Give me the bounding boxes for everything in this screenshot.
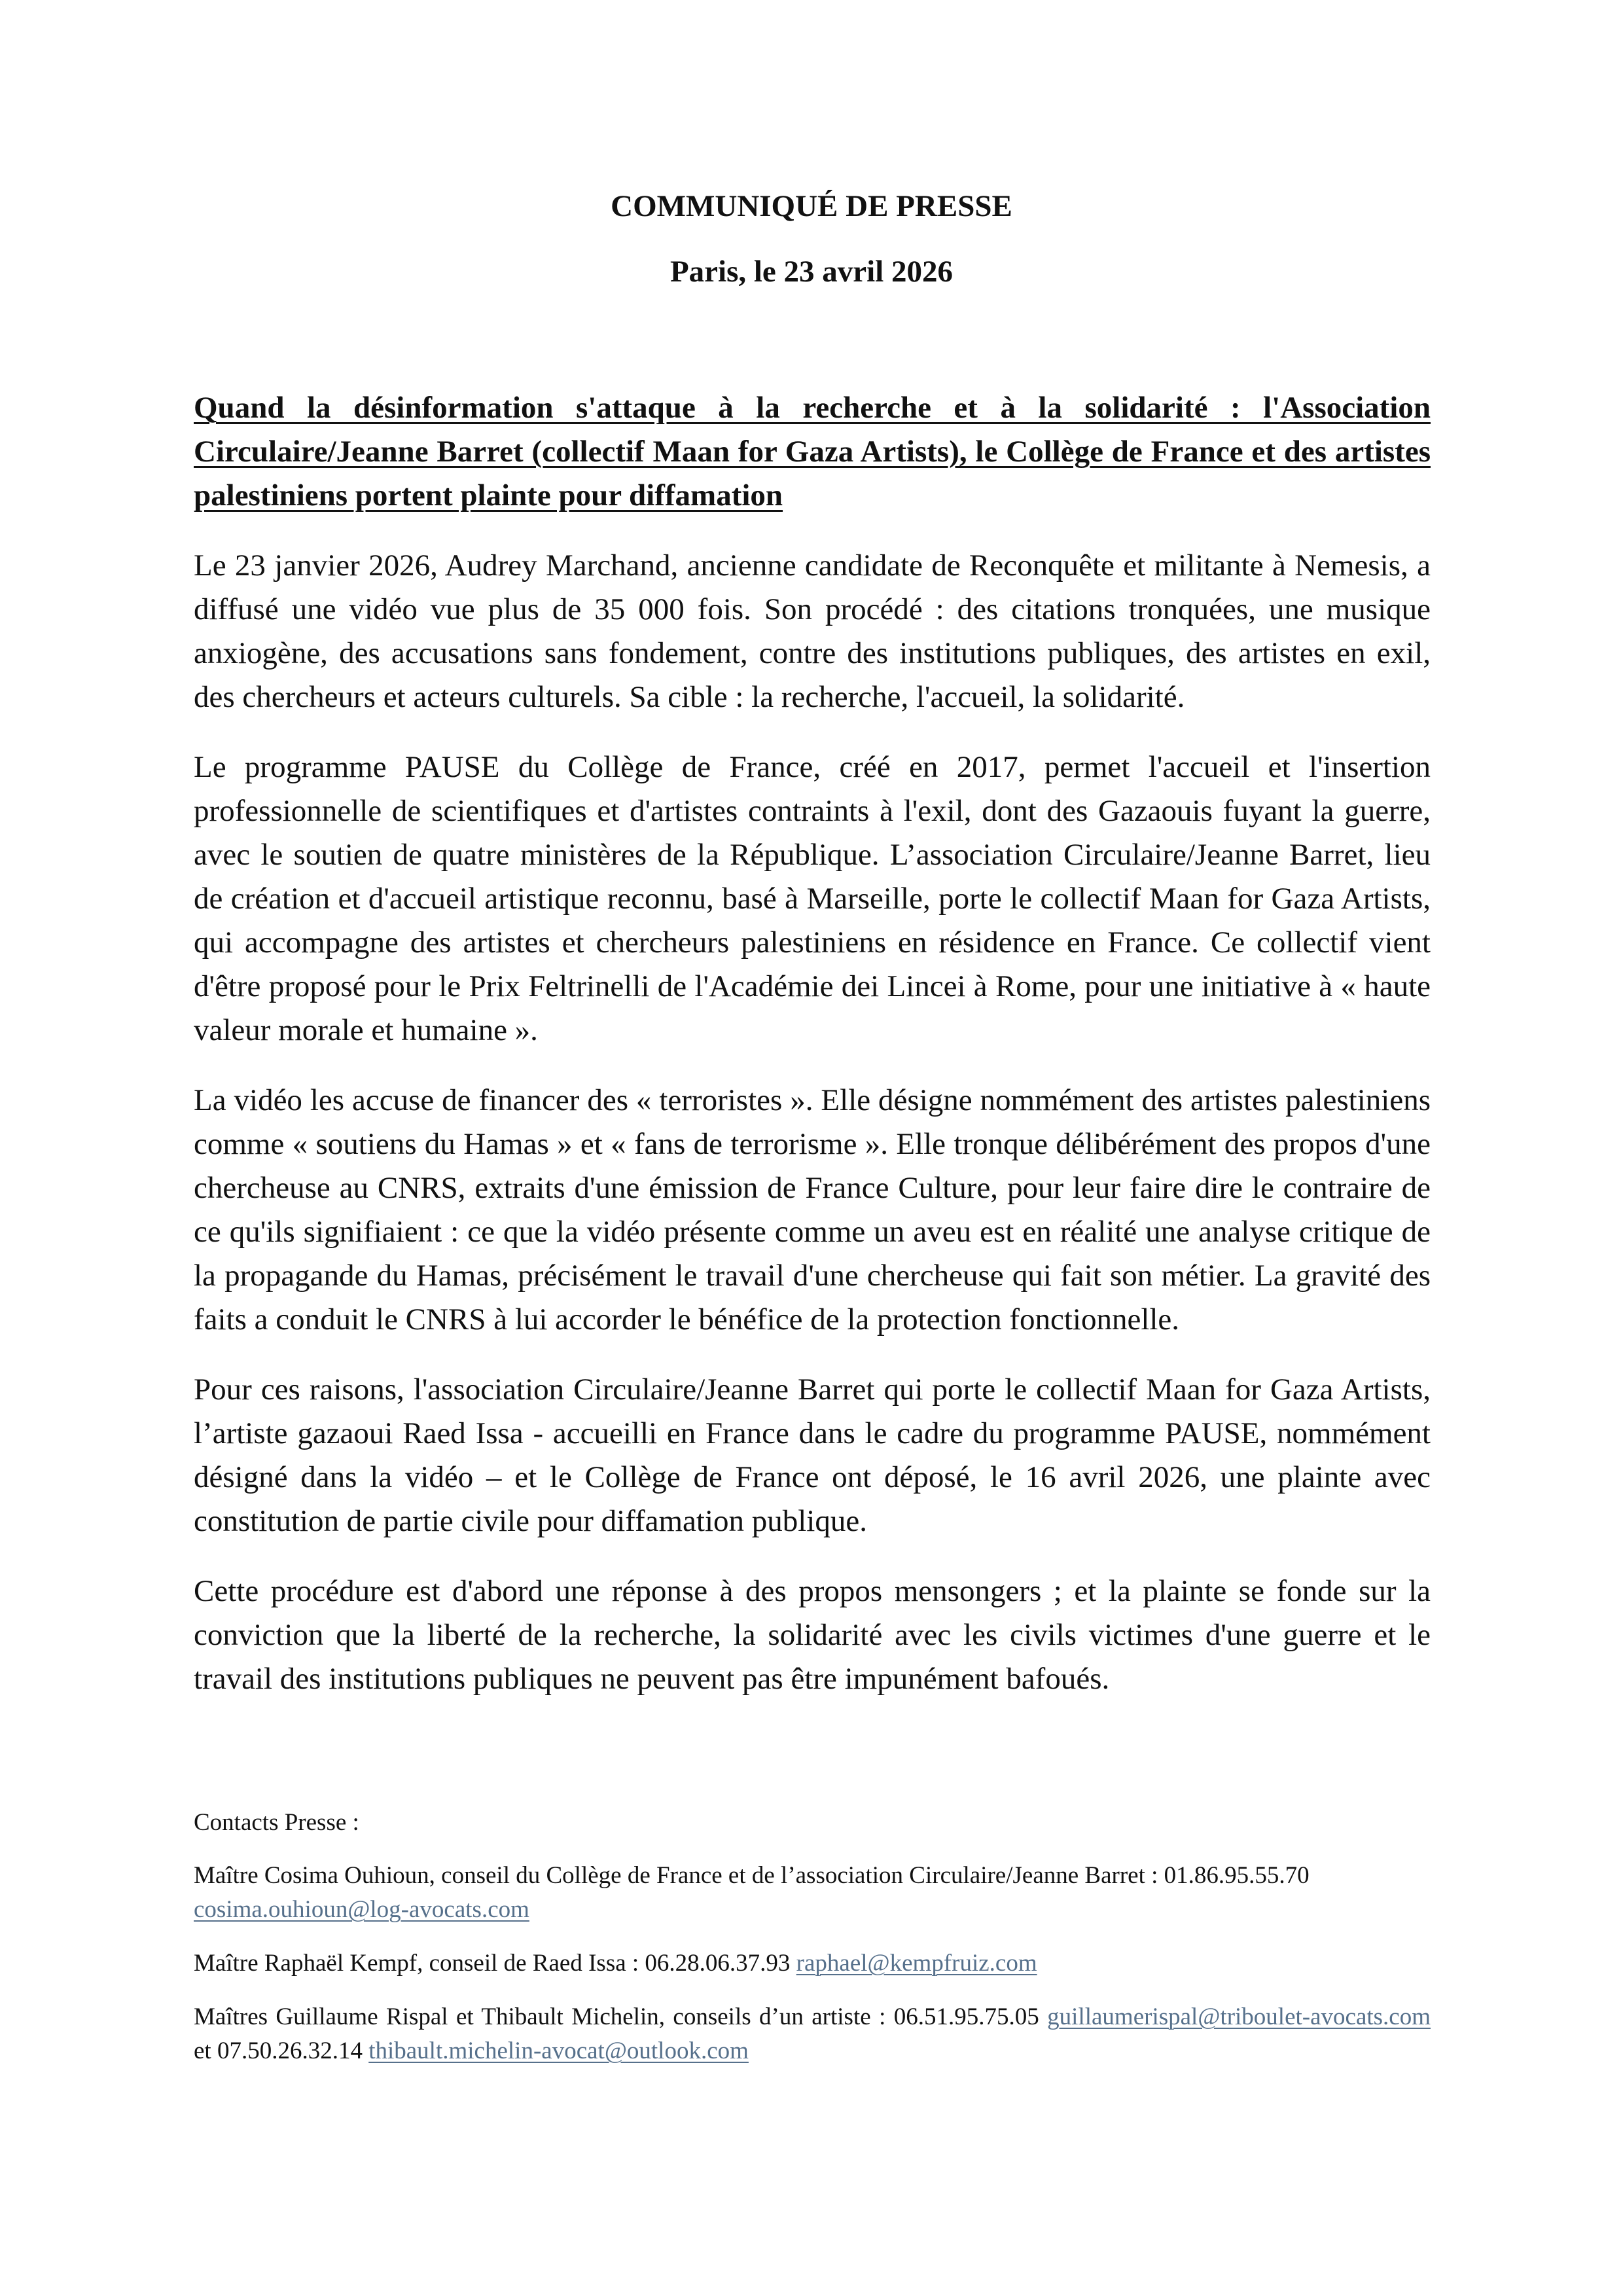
contact-email-link[interactable]: guillaumerispal@triboulet-avocats.com [1047,2003,1431,2030]
headline: Quand la désinformation s'attaque à la recherche et à la solidarité : l'Association Circulaire/Jeanne Barret (collectif Maan for Gaza Artists), le Collège de France et des artistes palestiniens portent plainte pour diffamation [194,391,1431,512]
paragraph: La vidéo les accuse de financer des « terroristes ». Elle désigne nommément des artistes palestiniens comme « soutiens du Hamas » et « fans de terrorisme ». Elle tronque délibérément des propos d'une chercheuse au CNRS, extraits d'une émission de France Culture, pour leur faire dire le contraire de ce qu'ils signifiaient : ce que la vidéo présente comme un aveu est en réalité une analyse critique de la propagande du Hamas, précisément le travail d'une chercheuse qui fait son métier. La gravité des faits a conduit le CNRS à lui accorder le bénéfice de la protection fonctionnelle. [194,1083,1431,1336]
contact-text: Maître Cosima Ouhioun, conseil du Collège de France et de l’association Circulaire/Jeanne Barret : 01.86.95.55.70 [194,1862,1310,1889]
contact-email-link[interactable]: raphael@kempfruiz.com [796,1950,1037,1977]
contact-text: Maîtres Guillaume Rispal et Thibault Michelin, conseils d’un artiste : 06.51.95.75.05 [194,2003,1039,2030]
contact-email-link[interactable]: thibault.michelin-avocat@outlook.com [368,2037,749,2064]
contact-entry [194,1859,1431,1927]
date-line: Paris, le 23 avril 2026 [669,255,954,289]
paragraph: Cette procédure est d'abord une réponse à des propos mensongers ; et la plainte se fonde sur la conviction que la liberté de la recherche, la solidarité avec les civils victimes d'une guerre et le travail des institutions publiques ne peuvent pas être impunément bafoués. [194,1574,1431,1696]
paragraph: Pour ces raisons, l'association Circulaire/Jeanne Barret qui porte le collectif Maan for Gaza Artists, l’artiste gazaoui Raed Issa - accueilli en France dans le cadre du programme PAUSE, nommément désigné dans la vidéo – et le Collège de France ont déposé, le 16 avril 2026, une plainte avec constitution de partie civile pour diffamation publique. [194,1372,1431,1538]
paragraph: Le programme PAUSE du Collège de France, créé en 2017, permet l'accueil et l'insertion professionnelle de scientifiques et d'artistes contraints à l'exil, dont des Gazaouis fuyant la guerre, avec le soutien de quatre ministères de la République. L’association Circulaire/Jeanne Barret, lieu de création et d'accueil artistique reconnu, basé à Marseille, porte le collectif Maan for Gaza Artists, qui accompagne des artistes et chercheurs palestiniens en résidence en France. Ce collectif vient d'être proposé pour le Prix Feltrinelli de l'Académie dei Lincei à Rome, pour une initiative à « haute valeur morale et humaine ». [194,750,1431,1047]
paragraph: Le 23 janvier 2026, Audrey Marchand, ancienne candidate de Reconquête et militante à Nemesis, a diffusé une vidéo vue plus de 35 000 fois. Son procédé : des citations tronquées, une musique anxiogène, des accusations sans fondement, contre des institutions publiques, des artistes en exil, des chercheurs et acteurs culturels. Sa cible : la recherche, l'accueil, la solidarité. [194,548,1431,714]
contact-connector: et 07.50.26.32.14 [194,2037,363,2064]
contact-entry [194,2000,1431,2068]
document-header [0,187,1623,291]
contact-entry [194,1946,1431,1981]
press-contacts [194,1806,1431,2088]
contact-text: Maître Raphaël Kempf, conseil de Raed Issa : 06.28.06.37.93 [194,1950,791,1977]
press-release-label: COMMUNIQUÉ DE PRESSE [611,189,1012,223]
contact-email-link[interactable]: cosima.ouhioun@log-avocats.com [194,1896,529,1923]
document-body [194,386,1431,1727]
contacts-title: Contacts Presse : [194,1809,359,1836]
